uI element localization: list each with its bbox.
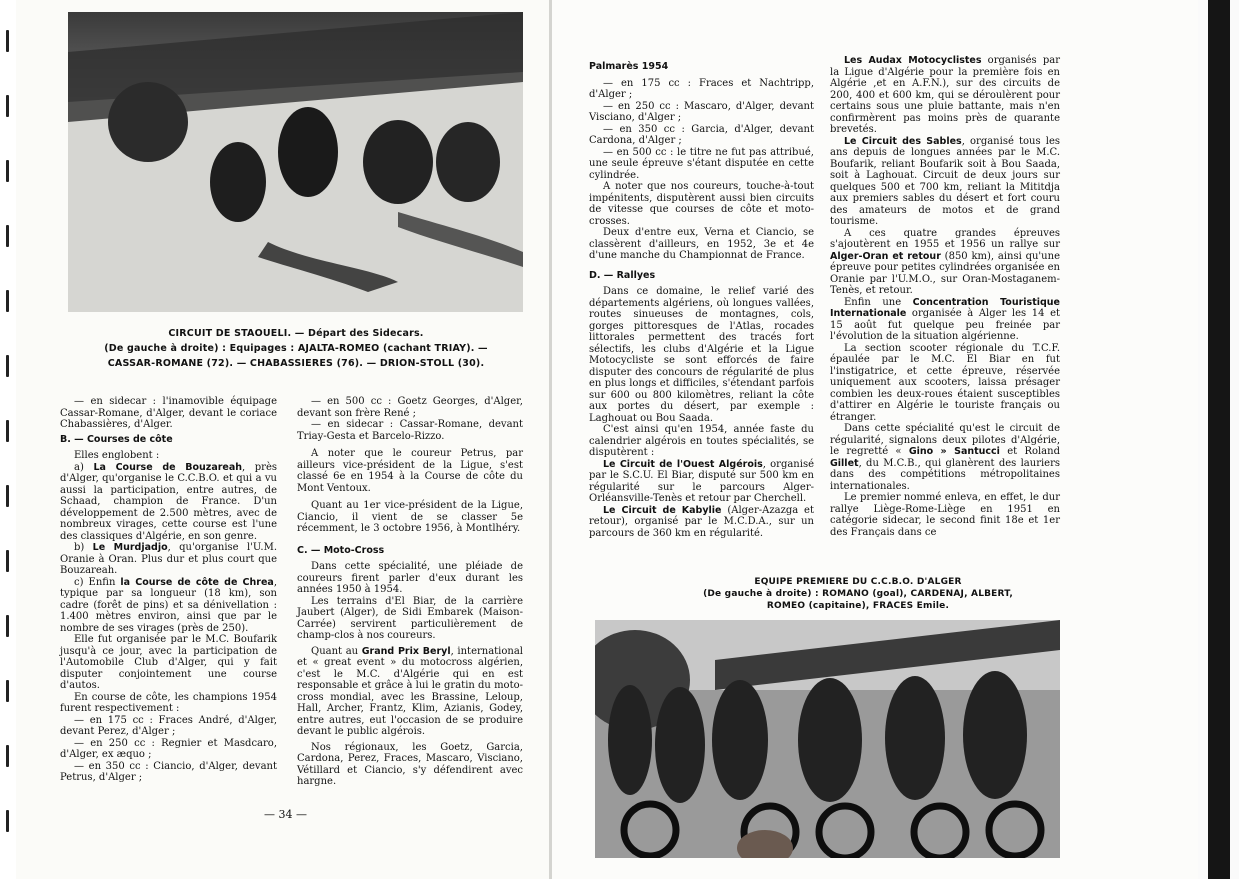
sidecar-race-photo — [68, 12, 523, 312]
paragraph: — en 350 cc : Garcia, d'Alger, devant Cardona, d'Alger ; — [589, 123, 814, 146]
paragraph: Le Circuit de Kabylie (Alger-Azazga et retour), organisé par le M.C.D.A., sur un parcours de 360 km en régularité. — [589, 504, 814, 539]
right-page — [552, 0, 1198, 879]
caption-line: ROMEO (capitaine), FRACES Emile. — [766, 601, 950, 611]
paragraph: a) La Course de Bouzareah, près d'Alger, qu'organise le C.C.B.O. et qui a vu aussi la participation, entre autres, de Schaad, champion de France. D'un développement de 2.500 mètres, avec de nombreux virages, cette course est l'une des classiques d'Algérie, en son genre. — [60, 461, 278, 542]
scan-edge — [1198, 0, 1239, 879]
left-column-2 — [297, 396, 523, 788]
caption-line: CASSAR-ROMANE (72). — CHABASSIERES (76). — DRION-STOLL (30). — [107, 358, 485, 369]
paragraph: C'est ainsi qu'en 1954, année faste du calendrier algérois en toutes spécialités, se disputèrent : — [589, 424, 814, 458]
binder-holes — [0, 0, 16, 879]
paragraph: — en 250 cc : Mascaro, d'Alger, devant Visciano, d'Alger ; — [589, 100, 814, 123]
photo-caption-right — [652, 576, 1064, 612]
section-heading-palmares: Palmarès 1954 — [589, 61, 669, 72]
paragraph: Les Audax Motocyclistes organisés par la Ligue d'Algérie pour la première fois en Algérie ,et en A.F.N.), sur des circuits de 200, 400 et 600 km, qui se déroulèrent pour certains sous une pluie battante, mais n'en confirmèrent pas moins près de quarante brevetés. — [830, 55, 1060, 135]
photo-caption-left — [56, 326, 536, 371]
paragraph: A noter que nos coureurs, touche-à-tout impénitents, disputèrent aussi bien circuits de vitesse que courses de côte et moto-crosses. — [589, 181, 814, 227]
paragraph: Nos régionaux, les Goetz, Garcia, Cardona, Perez, Fraces, Mascaro, Visciano, Vétillard et Ciancio, s'y défendirent avec hargne. — [297, 741, 523, 787]
paragraph: Dans cette spécialité, une pléiade de coureurs firent parler d'eux durant les années 1950 à 1954. — [297, 561, 523, 595]
paragraph: Quant au Grand Prix Beryl, international et « great event » du motocross algérien, c'est le M.C. d'Algérie qui en est responsable et grâce à lui le gratin du moto-cross mondial, avec les Brassine, Leloup, Hall, Archer, Frantz, Klim, Azianis, Godey, entre autres, eut l'occasion de se produire devant le public algérois. — [297, 645, 524, 737]
paragraph: c) Enfin la Course de côte de Chrea, typique par sa longueur (18 km), son cadre (forêt de pins) et sa dénivellation : 1.400 mètres environ, ainsi que par le nombre de ses virages (près de 250). — [60, 576, 278, 634]
paragraph: Enfin une Concentration Touristique Internationale organisée à Alger les 14 et 15 août fut quelque peu freinée par l'évolution de la situation algérienne. — [830, 296, 1060, 342]
right-column-2 — [830, 55, 1060, 538]
paragraph: — en sidecar : Cassar-Romane, devant Triay-Gesta et Barcelo-Rizzo. — [297, 419, 523, 442]
paragraph: Le Circuit de l'Ouest Algérois, organisé par le S.C.U. El Biar, disputé sur 500 km en régularité sur le parcours Alger-Orléansville-Tenès et retour par Cherchell. — [589, 458, 814, 504]
paragraph: A ces quatre grandes épreuves s'ajoutèrent en 1955 et 1956 un rallye sur Alger-Oran et retour (850 km), ainsi qu'une épreuve pour petites cylindrées organisée en Oranie par l'U.M.O., sur Oran-Mostaganem-Tenès, et retour. — [830, 227, 1060, 296]
right-column-1 — [589, 58, 814, 539]
section-heading-b: B. — Courses de côte — [60, 433, 173, 445]
caption-line: EQUIPE PREMIERE DU C.C.B.O. D'ALGER — [754, 577, 962, 587]
caption-line: CIRCUIT DE STAOUELI. — Départ des Sidecars. — [168, 328, 424, 339]
paragraph: Elle fut organisée par le M.C. Boufarik jusqu'à ce jour, avec la participation de l'Automobile Club d'Alger, qui y fait disputer conjointement une course d'autos. — [60, 634, 277, 691]
paragraph: — en 175 cc : Fraces André, d'Alger, devant Perez, d'Alger ; — [60, 714, 277, 737]
paragraph: Elles englobent : — [74, 450, 160, 461]
team-photo — [595, 620, 1060, 858]
paragraph: En course de côte, les champions 1954 furent respectivement : — [60, 691, 277, 714]
paragraph: Le premier nommé enleva, en effet, le dur rallye Liège-Rome-Liège en 1951 en catégorie sidecar, le second finit 18e et 1er des Français dans ce — [830, 492, 1060, 538]
section-heading-c: C. — Moto-Cross — [297, 544, 385, 556]
paragraph: Dans cette spécialité qu'est le circuit de régularité, signalons deux pilotes d'Algérie, le regretté « Gino » Santucci et Roland Gillet, du M.C.B., qui glanèrent des lauriers dans des compétitions métropolitaines internationales. — [830, 423, 1060, 492]
paragraph: Deux d'entre eux, Verna et Ciancio, se classèrent d'ailleurs, en 1952, 3e et 4e d'une manche du Championnat de France. — [589, 227, 814, 261]
paragraph: — en 500 cc : le titre ne fut pas attribué, une seule épreuve s'étant disputée en cette cylindrée. — [589, 146, 814, 181]
left-column-1 — [60, 396, 277, 784]
paragraph: — en sidecar : l'inamovible équipage Cassar-Romane, d'Alger, devant le coriace Chabassières, d'Alger. — [60, 396, 277, 430]
paragraph: Dans ce domaine, le relief varié des départements algériens, où longues vallées, routes sinueuses de montagnes, cols, gorges pittoresques de l'Atlas, rocades littorales permettent des tracés fort sélectifs, les clubs d'Algérie et la Ligue Motocycliste se sont efforcés de faire disputer des concours de régularité de plus en plus longs et difficiles, s'étendant parfois sur 600 ou 800 kilomètres, reliant la côte aux portes du désert, par exemple : Laghouat ou Bou Saada. — [589, 286, 814, 424]
caption-line: (De gauche à droite) : ROMANO (goal), CARDENAJ, ALBERT, — [703, 589, 1013, 599]
paragraph: — en 350 cc : Ciancio, d'Alger, devant Petrus, d'Alger ; — [60, 760, 277, 783]
paragraph: A noter que le coureur Petrus, par ailleurs vice-président de la Ligue, s'est classé 6e en 1954 à la Course de côte du Mont Ventoux. — [297, 448, 523, 494]
left-page — [16, 0, 550, 879]
paragraph: — en 250 cc : Regnier et Masdcaro, d'Alger, ex æquo ; — [60, 737, 277, 760]
paragraph: — en 500 cc : Goetz Georges, d'Alger, devant son frère René ; — [297, 396, 523, 419]
paragraph: Les terrains d'El Biar, de la carrière Jaubert (Alger), de Sidi Embarek (Maison-Carrée) servirent particulièrement de champ-clos à nos coureurs. — [297, 595, 523, 641]
caption-line: (De gauche à droite) : Equipages : AJALTA-ROMEO (cachant TRIAY). — — [104, 343, 488, 354]
page-number: — 34 — — [264, 808, 307, 821]
paragraph: b) Le Murdjadjo, qu'organise l'U.M. Oranie à Oran. Plus dur et plus court que Bouzareah. — [60, 542, 277, 576]
paragraph: — en 175 cc : Fraces et Nachtripp, d'Alger ; — [589, 77, 814, 100]
section-heading-d: D. — Rallyes — [589, 269, 656, 281]
paragraph: La section scooter régionale du T.C.F. épaulée par le M.C. El Biar en fut l'instigatrice, et cette épreuve, réservée uniquement aux scooters, laissa présager combien les deux-roues étaient susceptibles d'attirer en Algérie le touriste français ou étranger. — [830, 342, 1060, 423]
paragraph: Le Circuit des Sables, organisé tous les ans depuis de longues années par le M.C. Boufarik, reliant Boufarik soit à Bou Saada, soit à Laghouat. Circuit de deux jours sur quelques 500 et 700 km, reliant la Mititdja aux premiers sables du désert et fort couru des amateurs de motos et de grand tourisme. — [830, 135, 1060, 227]
paragraph: Quant au 1er vice-président de la Ligue, Ciancio, il vient de se classer 5e récemment, le 3 octobre 1956, à Montlhéry. — [297, 500, 523, 534]
